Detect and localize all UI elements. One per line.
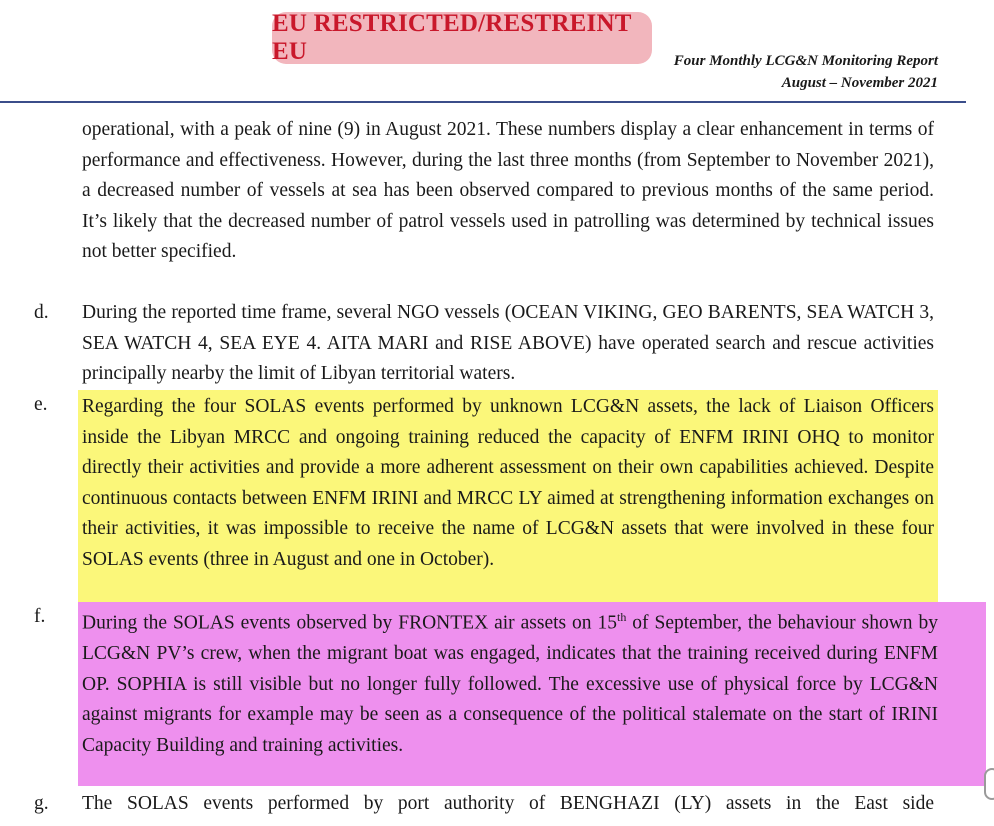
- classification-label: EU RESTRICTED/RESTREINT EU: [272, 10, 632, 65]
- classification-banner: [272, 12, 652, 64]
- paragraph-f-text-end: of September, the behaviour shown by LCG&N PV’s crew, when the migrant boat was engaged, indicates that the training received during ENFM OP. SOPHIA is still visible but no longer fully followed. The excessive use of physical force by LCG&N against migrants for example may be seen as a consequence of the political stalemate on the start of IRINI Capacity Building and training activities.: [82, 612, 938, 756]
- paragraph-e-highlighted: Regarding the four SOLAS events performed by unknown LCG&N assets, the lack of Liaison Officers inside the Libyan MRCC and ongoing training reduced the capacity of ENFM IRINI OHQ to monitor directly their activities and provide a more adherent assessment on their own capabilities achieved. Despite continuous contacts between ENFM IRINI and MRCC LY aimed at strengthening information exchanges on their activities, it was impossible to receive the name of LCG&N assets that were involved in these four SOLAS events (three in August and one in October).: [78, 390, 938, 604]
- paragraph-g: The SOLAS events performed by port authority of BENGHAZI (LY) assets in the East side: [82, 793, 934, 814]
- report-period: August – November 2021: [781, 75, 938, 91]
- paragraph-c-continuation: operational, with a peak of nine (9) in August 2021. These numbers display a clear enhancement in terms of performance and effectiveness. However, during the last three months (from September to November 2021), a decreased number of vessels at sea has been observed compared to previous months of the same period. It’s likely that the decreased number of patrol vessels used in patrolling was determined by technical issues not better specified.: [82, 119, 934, 262]
- paragraph-f-highlighted: [78, 602, 986, 786]
- list-marker-e: e.: [34, 394, 48, 415]
- header-divider: [0, 101, 966, 103]
- list-marker-d: d.: [34, 302, 49, 323]
- list-marker-g: g.: [34, 793, 49, 814]
- paragraph-d: During the reported time frame, several NGO vessels (OCEAN VIKING, GEO BARENTS, SEA WATCH 3, SEA WATCH 4, SEA EYE 4. AITA MARI and RISE ABOVE) have operated search and rescue activities principally nearby the limit of Libyan territorial waters.: [82, 302, 934, 384]
- paragraph-f-superscript: th: [617, 610, 627, 624]
- scroll-handle[interactable]: [984, 768, 994, 800]
- list-marker-f: f.: [34, 606, 46, 627]
- report-title: Four Monthly LCG&N Monitoring Report: [673, 53, 938, 69]
- paragraph-f-text-start: During the SOLAS events observed by FRONTEX air assets on 15: [82, 612, 618, 634]
